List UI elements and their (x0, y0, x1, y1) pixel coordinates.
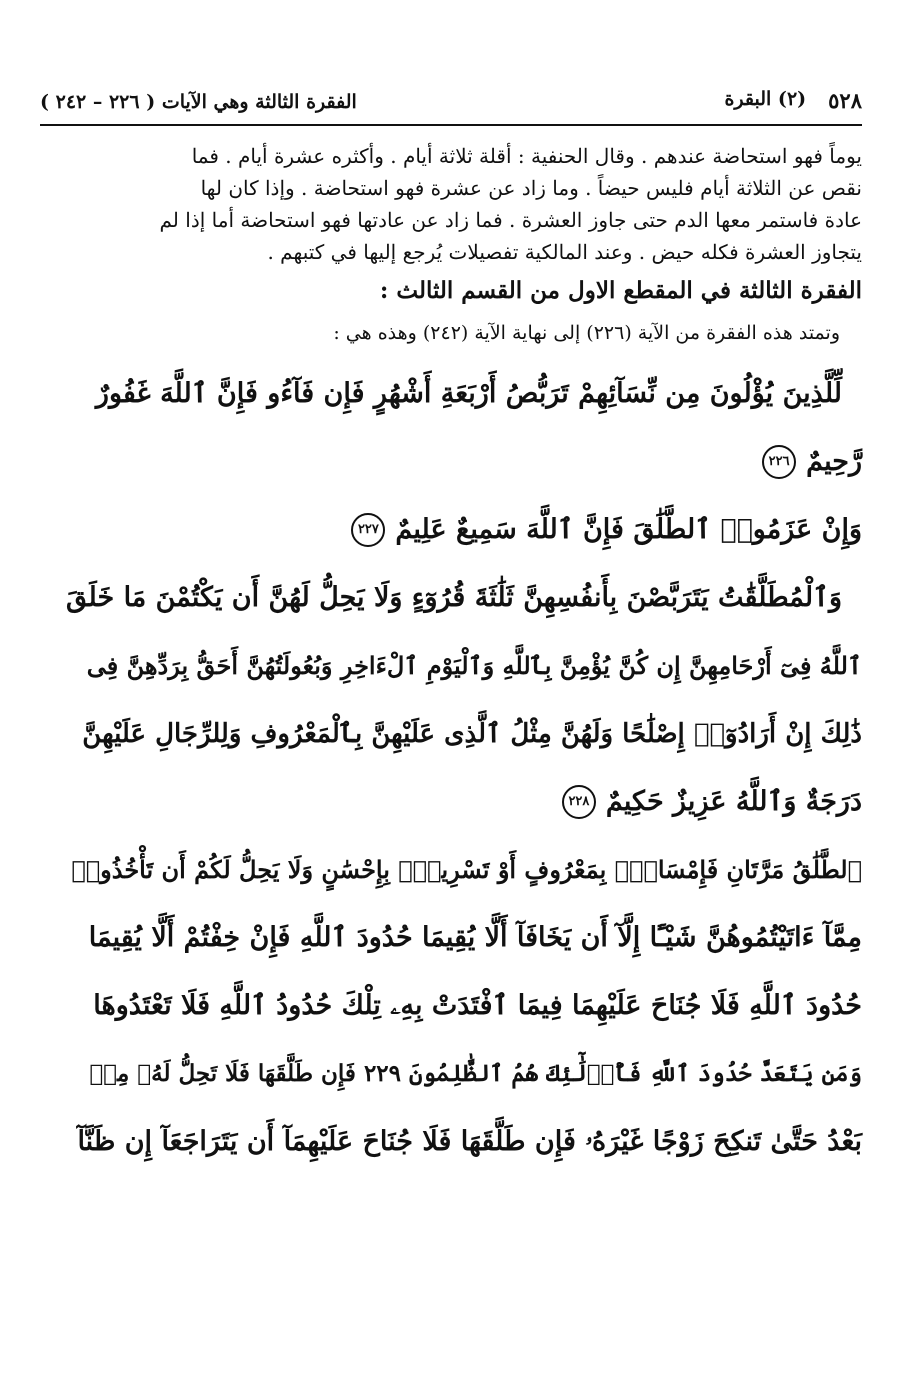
verse-text: رَّحِيمٌ (806, 446, 862, 477)
verse-text: دَرَجَةٌ وَٱللَّهُ عَزِيزٌ حَكِيمٌ (605, 786, 862, 817)
verse-text: وَٱلْمُطَلَّقَٰتُ يَتَرَبَّصْنَ بِأَنفُسِهِنَّ ثَلَٰثَةَ قُرُوٓءٍ وَلَا يَحِلُّ لَهُنَّ أَن يَكْتُمْنَ مَا خَلَقَ (66, 582, 842, 613)
quran-verses (40, 360, 862, 1176)
verse-text: وَمَن يَتَعَدَّ حُدُودَ ٱللَّهِ فَأُو۟لَٰٓئِكَ هُمُ ٱلظَّٰلِمُونَ ٢٢٩ فَإِن طَلَّقَهَا فَلَا تَحِلُّ لَهُۥ مِنۢ (89, 1060, 862, 1087)
verse-line (40, 360, 862, 428)
verse-line (40, 428, 862, 496)
book-page (40, 88, 862, 1176)
verse-line (40, 564, 862, 632)
ayah-number-marker: ٢٢٨ (562, 785, 596, 819)
text-line: يوماً فهو استحاضة عندهم . وقال الحنفية : أقلة ثلاثة أيام . وأكثره عشرة أيام . فما (191, 144, 862, 168)
verse-text: ٱلطَّلَٰقُ مَرَّتَانِ فَإِمْسَاكٌۢ بِمَعْرُوفٍ أَوْ تَسْرِيحٌۢ بِإِحْسَٰنٍ وَلَا يَحِلُّ لَكُمْ أَن تَأْخُذُوا۟ (71, 855, 862, 884)
verse-text: وَإِنْ عَزَمُوا۟ ٱلطَّلَٰقَ فَإِنَّ ٱللَّهَ سَمِيعٌ عَلِيمٌ (395, 514, 862, 545)
ayah-number-marker: ٢٢٧ (351, 513, 385, 547)
running-header (40, 88, 862, 126)
verse-text: ذَٰلِكَ إِنْ أَرَادُوٓا۟ إِصْلَٰحًا وَلَهُنَّ مِثْلُ ٱلَّذِى عَلَيْهِنَّ بِٱلْمَعْرُوفِ وَلِلرِّجَالِ عَلَيْهِنَّ (82, 719, 862, 749)
page-number: ٥٢٨ (828, 88, 862, 113)
verse-line (40, 972, 862, 1040)
verse-text: حُدُودَ ٱللَّهِ فَلَا جُنَاحَ عَلَيْهِمَا فِيمَا ٱفْتَدَتْ بِهِۦ تِلْكَ حُدُودُ ٱللَّهِ فَلَا تَعْتَدُوهَا (93, 990, 862, 1021)
commentary-paragraph (40, 140, 862, 268)
header-right (724, 88, 862, 113)
verse-line (40, 768, 862, 836)
verse-line (40, 632, 862, 700)
text-line: يتجاوز العشرة فكله حيض . وعند المالكية تفصيلات يُرجع إليها في كتبهم . (267, 240, 862, 264)
section-heading: الفقرة الثالثة في المقطع الاول من القسم الثالث : (379, 277, 862, 304)
section-range: الفقرة الثالثة وهي الآيات ( ٢٢٦ – ٢٤٢ ) (40, 91, 357, 113)
ayah-number-marker: ٢٢٦ (762, 445, 796, 479)
verse-text: لِّلَّذِينَ يُؤْلُونَ مِن نِّسَآئِهِمْ تَرَبُّصُ أَرْبَعَةِ أَشْهُرٍ فَإِن فَآءُو فَإِنَّ ٱللَّهَ غَفُورٌ (95, 378, 842, 409)
verse-line (40, 496, 862, 564)
verse-line (40, 1108, 862, 1176)
verse-text: مِمَّآ ءَاتَيْتُمُوهُنَّ شَيْـًٔا إِلَّآ أَن يَخَافَآ أَلَّا يُقِيمَا حُدُودَ ٱللَّهِ فَإِنْ خِفْتُمْ أَلَّا يُقِيمَا (88, 922, 862, 953)
text-line: نقص عن الثلاثة أيام فليس حيضاً . وما زاد عن عشرة فهو استحاضة . وإذا كان لها (200, 176, 862, 200)
text-line: عادة فاستمر معها الدم حتى جاوز العشرة . فما زاد عن عادتها فهو استحاضة أما إذا لم (159, 208, 862, 232)
verse-line (40, 836, 862, 904)
verse-line (40, 904, 862, 972)
verse-text: بَعْدُ حَتَّىٰ تَنكِحَ زَوْجًا غَيْرَهُۥ فَإِن طَلَّقَهَا فَلَا جُنَاحَ عَلَيْهِمَآ أَن يَتَرَاجَعَآ إِن ظَنَّآ (77, 1126, 862, 1157)
verse-line (40, 1040, 862, 1108)
verse-line (40, 700, 862, 768)
verse-text: ٱللَّهُ فِىٓ أَرْحَامِهِنَّ إِن كُنَّ يُؤْمِنَّ بِٱللَّهِ وَٱلْيَوْمِ ٱلْءَاخِرِ وَبُعُولَتُهُنَّ أَحَقُّ بِرَدِّهِنَّ فِى (86, 651, 862, 680)
surah-name: (٢) البقرة (724, 88, 807, 110)
intro-line: وتمتد هذه الفقرة من الآية (٢٢٦) إلى نهاية الآية (٢٤٢) وهذه هي : (333, 322, 840, 344)
